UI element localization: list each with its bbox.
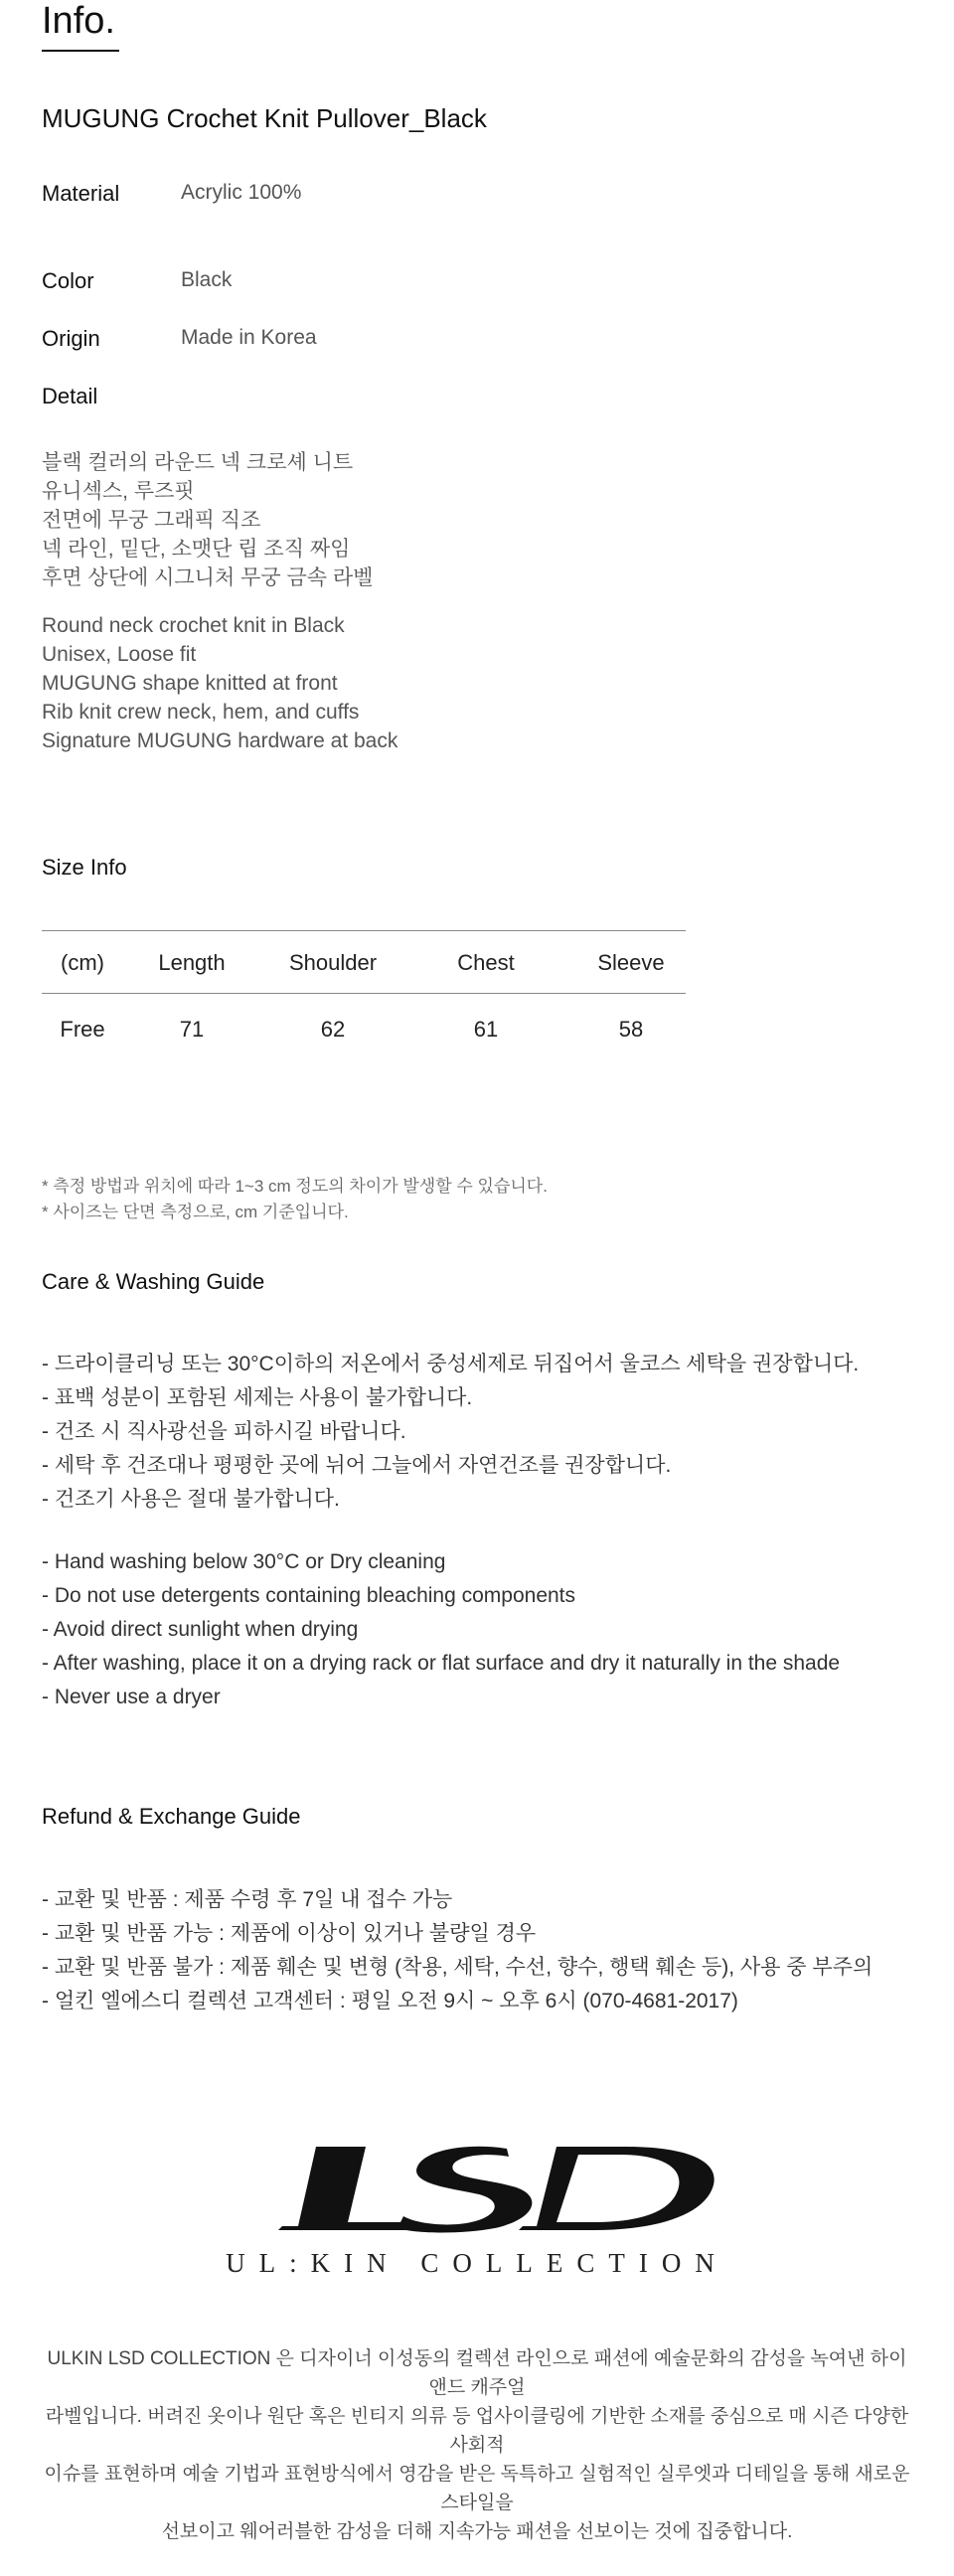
- detail-en-line: MUGUNG shape knitted at front: [42, 672, 338, 695]
- size-table-cell: 61: [473, 1017, 499, 1042]
- care-kr-line: - 건조 시 직사광선을 피하시길 바랍니다.: [42, 1420, 406, 1443]
- size-table-cell: 71: [179, 1017, 205, 1042]
- brand-description-line: ULKIN LSD COLLECTION 은 디자이너 이성동의 컬렉션 라인으로 패션에 예술문화의 감성을 녹여낸 하이앤드 캐주얼: [47, 2348, 907, 2398]
- size-table-cell: 58: [618, 1017, 644, 1042]
- detail-en-line: Unisex, Loose fit: [42, 643, 197, 666]
- size-table-cell: 62: [320, 1017, 346, 1042]
- detail-en-line: Rib knit crew neck, hem, and cuffs: [42, 701, 360, 724]
- logo-subtitle: UL:KIN COLLECTION: [226, 2248, 728, 2278]
- refund-line: - 얼킨 엘에스디 컬렉션 고객센터 : 평일 오전 9시 ~ 오후 6시 (070-4681-2017): [42, 1990, 738, 2012]
- detail-kr-line: 블랙 컬러의 라운드 넥 크로셰 니트: [42, 451, 354, 474]
- color-value: Black: [181, 268, 233, 291]
- detail-label: Detail: [42, 384, 98, 408]
- brand-description-line: 라벨입니다. 버려진 옷이나 원단 혹은 빈티지 의류 등 업사이클링에 기반한 소재를 중심으로 매 시즌 다양한 사회적: [45, 2406, 909, 2456]
- lsd-logo: [258, 2143, 716, 2234]
- material-value: Acrylic 100%: [181, 181, 302, 204]
- size-table-mid-rule: [42, 993, 686, 994]
- detail-kr-line: 넥 라인, 밑단, 소맷단 립 조직 짜임: [42, 538, 351, 561]
- size-table-header: Chest: [457, 950, 515, 975]
- size-table-header: (cm): [61, 950, 104, 975]
- size-table-header: Length: [158, 950, 226, 975]
- origin-value: Made in Korea: [181, 326, 317, 349]
- care-en-line: - Hand washing below 30°C or Dry cleaning: [42, 1550, 446, 1573]
- refund-line: - 교환 및 반품 가능 : 제품에 이상이 있거나 불량일 경우: [42, 1922, 537, 1945]
- detail-en-line: Signature MUGUNG hardware at back: [42, 729, 398, 752]
- refund-title: Refund & Exchange Guide: [42, 1804, 301, 1829]
- care-title: Care & Washing Guide: [42, 1269, 265, 1294]
- size-table-cell: Free: [60, 1017, 105, 1042]
- size-info-title: Size Info: [42, 855, 127, 880]
- material-label: Material: [42, 181, 120, 206]
- detail-kr-line: 후면 상단에 시그니처 무궁 금속 라벨: [42, 566, 374, 589]
- refund-line: - 교환 및 반품 불가 : 제품 훼손 및 변형 (착용, 세탁, 수선, 향수, 행택 훼손 등), 사용 중 부주의: [42, 1956, 874, 1979]
- detail-kr-line: 전면에 무궁 그래픽 직조: [42, 509, 261, 532]
- detail-kr-block: [42, 448, 373, 592]
- care-kr-line: - 세탁 후 건조대나 평평한 곳에 뉘어 그늘에서 자연건조를 권장합니다.: [42, 1454, 672, 1477]
- size-note: * 측정 방법과 위치에 따라 1~3 cm 정도의 차이가 발생할 수 있습니다.: [42, 1177, 548, 1196]
- care-kr-line: - 표백 성분이 포함된 세제는 사용이 불가합니다.: [42, 1386, 473, 1409]
- care-en-line: - After washing, place it on a drying rack or flat surface and dry it naturally in the shade: [42, 1652, 841, 1675]
- care-en-line: - Never use a dryer: [42, 1686, 221, 1708]
- care-kr-line: - 드라이클리닝 또는 30°C이하의 저온에서 중성세제로 뒤집어서 울코스 세탁을 권장합니다.: [42, 1353, 860, 1375]
- detail-kr-line: 유니섹스, 루즈핏: [42, 480, 195, 503]
- care-kr-line: - 건조기 사용은 절대 불가합니다.: [42, 1488, 340, 1511]
- brand-description: [40, 2344, 914, 2546]
- size-note: * 사이즈는 단면 측정으로, cm 기준입니다.: [42, 1203, 349, 1221]
- product-title: MUGUNG Crochet Knit Pullover_Black: [42, 103, 487, 133]
- detail-en-block: [42, 611, 398, 755]
- size-table-header: Shoulder: [288, 950, 378, 975]
- brand-description-line: 선보이고 웨어러블한 감성을 더해 지속가능 패션을 선보이는 것에 집중합니다.: [161, 2521, 793, 2542]
- size-table-header: Sleeve: [597, 950, 665, 975]
- info-heading-underline: [42, 50, 119, 52]
- size-table-top-rule: [42, 930, 686, 931]
- detail-en-line: Round neck crochet knit in Black: [42, 614, 345, 637]
- origin-label: Origin: [42, 326, 100, 351]
- care-en-line: - Avoid direct sunlight when drying: [42, 1618, 359, 1641]
- refund-line: - 교환 및 반품 : 제품 수령 후 7일 내 접수 가능: [42, 1888, 453, 1911]
- care-en-line: - Do not use detergents containing bleaching components: [42, 1584, 576, 1607]
- color-label: Color: [42, 268, 94, 293]
- brand-description-line: 이슈를 표현하며 예술 기법과 표현방식에서 영감을 받은 독특하고 실험적인 실루엣과 디테일을 통해 새로운 스타일을: [44, 2464, 910, 2513]
- info-heading: Info.: [42, 0, 115, 42]
